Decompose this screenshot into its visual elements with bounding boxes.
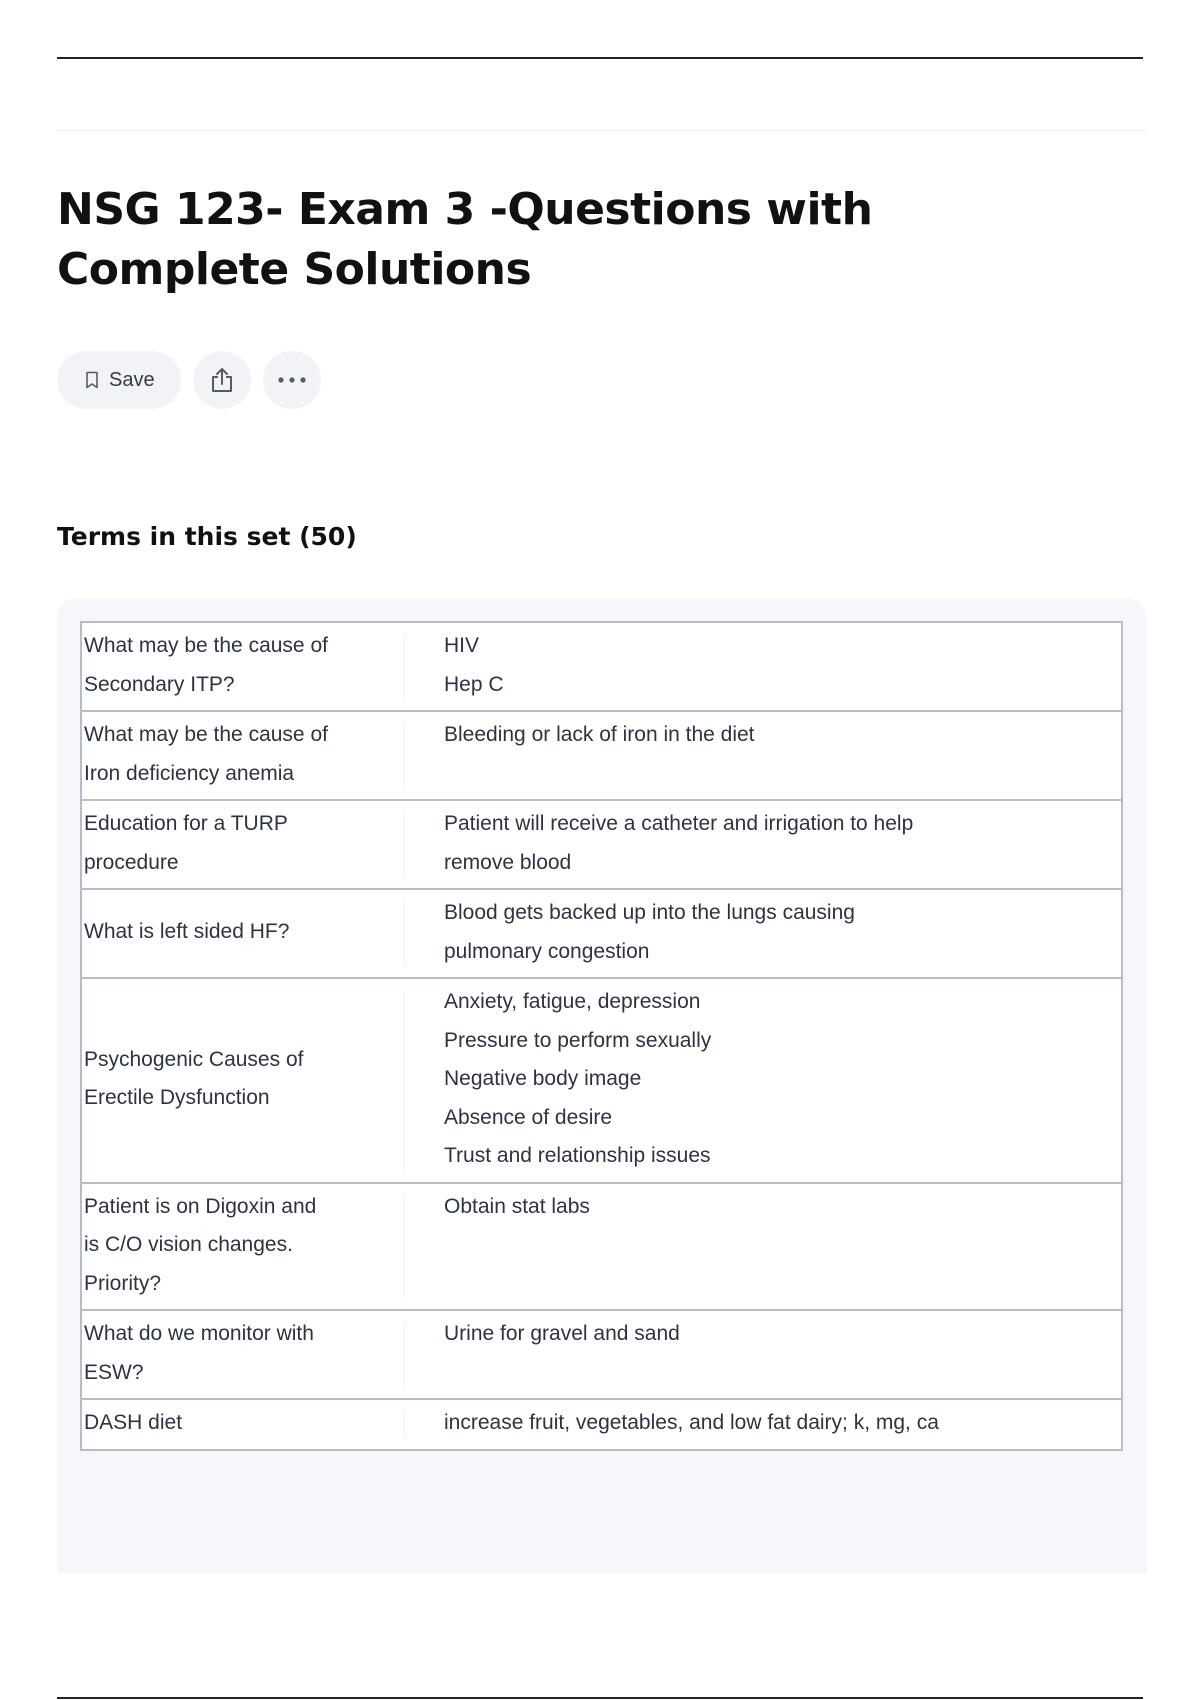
term-text: Patient is on Digoxin and xyxy=(84,1194,317,1218)
share-icon xyxy=(209,366,235,394)
action-bar xyxy=(57,351,321,409)
definition-text: Pressure to perform sexually xyxy=(444,1028,712,1052)
definition-text: remove blood xyxy=(444,850,572,874)
share-button[interactable] xyxy=(193,351,251,409)
term-text: Erectile Dysfunction xyxy=(84,1086,270,1110)
definition-text: HIV xyxy=(444,634,480,657)
definition-text: Absence of desire xyxy=(444,1105,613,1129)
term-row xyxy=(81,889,1122,978)
term-row xyxy=(81,622,1122,711)
term-row xyxy=(81,711,1122,800)
term-text: What is left sided HF? xyxy=(84,920,290,944)
bottom-rule xyxy=(57,1697,1143,1699)
page-title: NSG 123- Exam 3 -Questions with Complete Solutions xyxy=(57,184,873,295)
definition-text: Hep C xyxy=(444,672,504,696)
bookmark-icon xyxy=(85,371,99,389)
top-rule xyxy=(57,57,1143,59)
definition-cell xyxy=(404,800,1122,889)
term-cell xyxy=(81,1310,404,1399)
definition-text: Patient will receive a catheter and irrigation to help xyxy=(444,812,914,835)
term-row xyxy=(81,1183,1122,1311)
term-text: procedure xyxy=(84,850,179,874)
term-text: What do we monitor with xyxy=(84,1322,314,1345)
definition-text: pulmonary congestion xyxy=(444,939,650,963)
term-text: DASH diet xyxy=(84,1411,183,1434)
term-row xyxy=(81,800,1122,889)
definition-cell xyxy=(404,1183,1122,1311)
definition-cell xyxy=(404,889,1122,978)
save-button-label: Save xyxy=(109,368,155,391)
definition-text: increase fruit, vegetables, and low fat dairy; k, mg, ca xyxy=(444,1411,939,1434)
term-cell xyxy=(81,1183,404,1311)
term-cell xyxy=(81,800,404,889)
term-text: Psychogenic Causes of xyxy=(84,1047,304,1071)
definition-cell xyxy=(404,1399,1122,1450)
term-text: Priority? xyxy=(84,1271,162,1295)
term-text: Iron deficiency anemia xyxy=(84,761,295,785)
definition-text: Negative body image xyxy=(444,1067,642,1090)
term-text: Education for a TURP xyxy=(84,812,288,835)
definition-text: Trust and relationship issues xyxy=(444,1144,711,1167)
terms-heading: Terms in this set (50) xyxy=(57,522,357,551)
definition-text: Bleeding or lack of iron in the diet xyxy=(444,723,755,746)
term-text: ESW? xyxy=(84,1360,144,1384)
term-text: What may be the cause of xyxy=(84,723,328,746)
definition-text: Urine for gravel and sand xyxy=(444,1322,680,1345)
term-text: is C/O vision changes. xyxy=(84,1233,293,1256)
term-cell xyxy=(81,622,404,711)
term-text: What may be the cause of xyxy=(84,634,328,657)
definition-cell xyxy=(404,978,1122,1183)
header-divider xyxy=(57,130,1147,131)
more-options-button[interactable] xyxy=(263,351,321,409)
term-text: Secondary ITP? xyxy=(84,672,235,696)
save-button[interactable] xyxy=(57,351,181,409)
definition-cell xyxy=(404,711,1122,800)
definition-cell xyxy=(404,622,1122,711)
terms-table xyxy=(80,621,1123,1451)
term-row xyxy=(81,1399,1122,1450)
definition-text: Anxiety, fatigue, depression xyxy=(444,990,701,1013)
term-cell xyxy=(81,978,404,1183)
term-cell xyxy=(81,1399,404,1450)
term-cell xyxy=(81,889,404,978)
term-row xyxy=(81,1310,1122,1399)
definition-text: Obtain stat labs xyxy=(444,1194,590,1218)
definition-cell xyxy=(404,1310,1122,1399)
definition-text: Blood gets backed up into the lungs causing xyxy=(444,901,855,924)
term-cell xyxy=(81,711,404,800)
term-row xyxy=(81,978,1122,1183)
more-icon xyxy=(277,376,307,384)
